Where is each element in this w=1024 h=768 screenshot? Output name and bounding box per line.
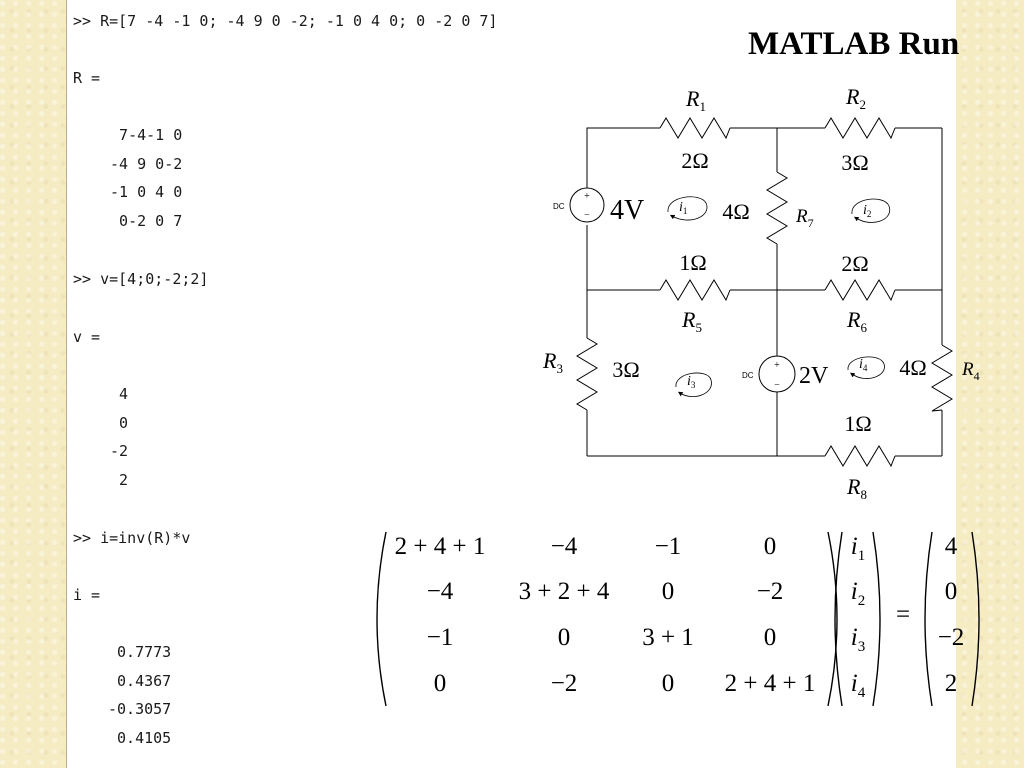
coefficient-cell: 3 + 1 — [642, 624, 694, 651]
coefficient-cell: −4 — [550, 533, 578, 560]
output-label-R: R = — [73, 69, 101, 87]
dc-tag: DC — [742, 371, 754, 380]
resistors — [577, 118, 952, 466]
matrix-cell: -2 — [128, 211, 147, 230]
matrix-cell: 9 — [137, 154, 147, 173]
matrix-cell: -2 — [164, 154, 183, 173]
matrix-equation — [360, 528, 990, 710]
matrix-cell: -4 — [128, 126, 147, 145]
voltage-source-1 — [553, 188, 644, 226]
vector-cell: 2 — [119, 470, 129, 489]
resistor-value-r6: 2Ω — [841, 251, 869, 276]
source-plus: + — [584, 191, 590, 202]
resistor-label-r7: $R_7$ — [796, 206, 814, 230]
slide-title: MATLAB Run — [748, 26, 960, 62]
coefficient-cell: 0 — [661, 670, 675, 697]
matrix-cell: 0 — [155, 154, 165, 173]
coefficient-cell: 0 — [557, 624, 571, 651]
coefficient-cell: −2 — [550, 670, 578, 697]
coefficient-cell: 0 — [763, 624, 777, 651]
matrix-cell: -4 — [110, 154, 129, 173]
resistor-r2 — [825, 118, 895, 138]
resistor-label-r1: $R_1$ — [686, 86, 706, 114]
resistor-value-r4: 4Ω — [899, 355, 927, 380]
rhs-value: 4 — [944, 533, 958, 560]
dc-tag: DC — [553, 202, 565, 211]
resistor-value-r3: 3Ω — [612, 357, 640, 382]
matrix-cell: -1 — [146, 126, 165, 145]
coefficient-cell: −2 — [756, 578, 784, 605]
resistor-label-r8: $R_8$ — [847, 474, 867, 502]
resistor-r6 — [825, 280, 895, 300]
rhs-value: 2 — [944, 670, 958, 697]
resistor-value-r5: 1Ω — [679, 250, 707, 275]
loop-label-i2: $i_2$ — [863, 203, 872, 219]
loop-arrow-i1 — [668, 197, 707, 220]
source-plus: + — [774, 360, 780, 371]
coefficient-cell: −1 — [426, 624, 454, 651]
matrix-cell: 4 — [155, 183, 165, 202]
resistor-r1 — [660, 118, 730, 138]
command-line-v: >> v=[4;0;-2;2] — [73, 270, 209, 288]
coefficient-cell: 0 — [763, 533, 777, 560]
resistor-r3 — [577, 338, 597, 410]
coefficient-cell: 2 + 4 + 1 — [394, 533, 486, 560]
unknown-current: $i_2$ — [850, 578, 866, 609]
coefficient-cell: 2 + 4 + 1 — [724, 670, 816, 697]
matrix-cell: 0 — [173, 183, 183, 202]
coefficient-cell: 3 + 2 + 4 — [518, 578, 610, 605]
resistor-label-r2: $R_2$ — [846, 84, 866, 112]
resistor-value-r7: 4Ω — [722, 199, 750, 224]
resistor-value-r8: 1Ω — [844, 411, 872, 436]
coefficient-cell: 0 — [661, 578, 675, 605]
matrix-cell: 0 — [155, 211, 165, 230]
current-value: 0.4105 — [117, 728, 172, 747]
coefficient-cell: 0 — [433, 670, 447, 697]
rhs-value: 0 — [944, 578, 958, 605]
source-voltage: 4V — [610, 195, 645, 226]
matrix-cell: -1 — [110, 183, 129, 202]
matrix-cell: 0 — [119, 211, 129, 230]
resistor-label-r6: $R_6$ — [847, 307, 867, 335]
voltage-source-2 — [742, 356, 829, 392]
output-label-i: i = — [73, 586, 101, 604]
resistor-label-r3: $R_3$ — [543, 348, 563, 376]
rhs-value: −2 — [937, 624, 965, 651]
coefficient-cell: −1 — [654, 533, 682, 560]
matrix-cell: 0 — [137, 183, 147, 202]
unknown-current: $i_1$ — [850, 533, 866, 564]
resistor-value-r1: 2Ω — [681, 148, 709, 173]
vector-cell: 4 — [119, 385, 129, 404]
command-line-i: >> i=inv(R)*v — [73, 529, 191, 547]
resistor-r8 — [825, 446, 895, 466]
current-value: 0.4367 — [117, 671, 172, 690]
circuit-wires — [587, 128, 942, 456]
resistor-label-r4: $R_4$ — [962, 359, 980, 383]
vector-cell: 0 — [119, 413, 129, 432]
loop-label-i3: $i_3$ — [687, 374, 696, 390]
matrix-cell: 7 — [173, 211, 183, 230]
current-value: -0.3057 — [108, 700, 172, 719]
loop-label-i4: $i_4$ — [859, 357, 868, 373]
resistor-value-r2: 3Ω — [841, 150, 869, 175]
source-minus: − — [584, 210, 590, 221]
resistor-r7 — [767, 172, 787, 244]
resistor-labels — [542, 84, 980, 502]
unknown-current: $i_4$ — [850, 670, 866, 701]
matrix-cell: 0 — [173, 126, 183, 145]
coefficient-cell: −4 — [426, 578, 454, 605]
loop-label-i1: $i_1$ — [679, 200, 688, 216]
source-voltage: 2V — [799, 363, 829, 389]
equals-sign: = — [895, 601, 911, 628]
command-line-R: >> R=[7 -4 -1 0; -4 9 0 -2; -1 0 4 0; 0 -2 0 7] — [73, 12, 498, 30]
unknown-current: $i_3$ — [850, 624, 866, 655]
matrix-cell: 7 — [119, 126, 129, 145]
resistor-label-r5: $R_5$ — [682, 307, 702, 335]
current-value: 0.7773 — [117, 643, 172, 662]
resistor-r5 — [660, 280, 730, 300]
vector-cell: -2 — [110, 442, 129, 461]
resistor-r4 — [932, 345, 952, 411]
output-label-v: v = — [73, 328, 101, 346]
source-minus: − — [774, 380, 780, 391]
